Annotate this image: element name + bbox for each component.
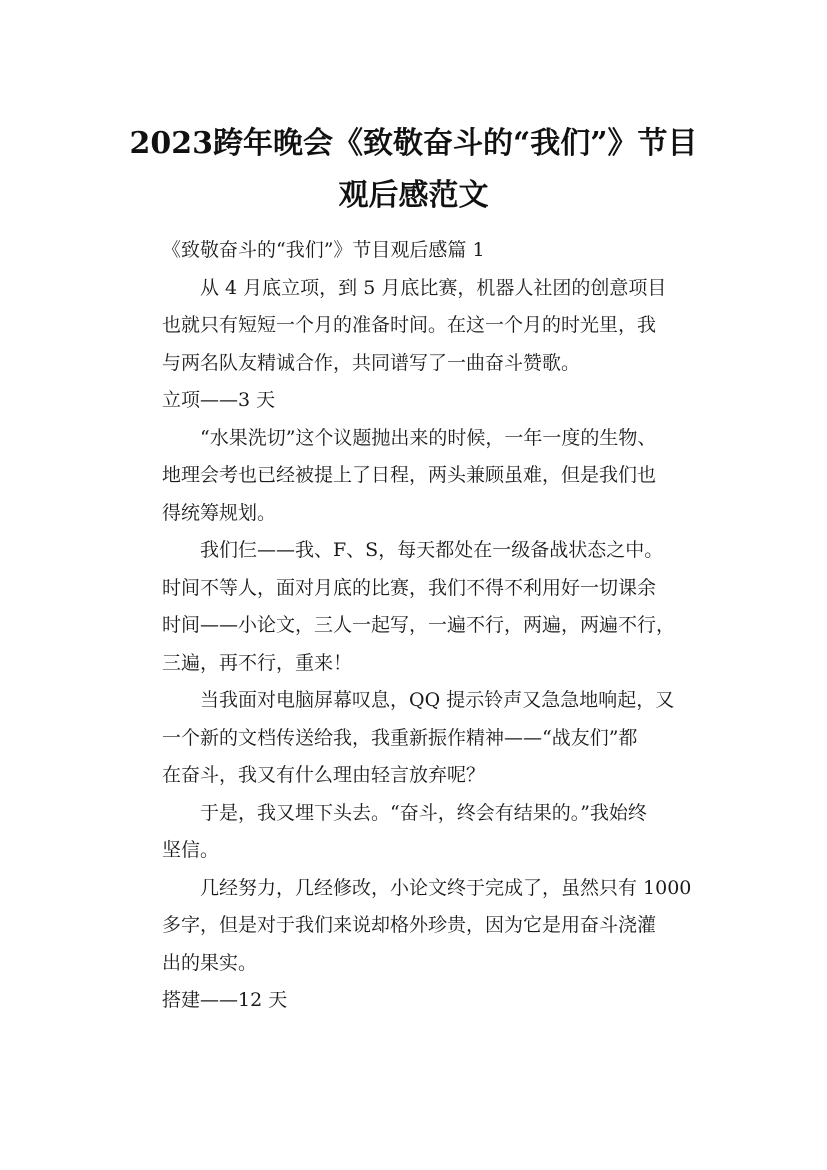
- text-line: 时间不等人，面对月底的比赛，我们不得不利用好一切课余: [162, 576, 657, 599]
- text-line: 立项——3 天: [162, 389, 276, 411]
- text-line: 在奋斗，我又有什么理由轻言放弃呢？: [162, 764, 486, 786]
- text-line: 于是，我又埋下头去。“奋斗，终会有结果的。”我始终: [200, 801, 647, 824]
- text-line: 当我面对电脑屏幕叹息，QQ 提示铃声又急急地响起，又: [200, 689, 675, 711]
- document-title: [100, 118, 727, 222]
- text-line: 出的果实。: [162, 951, 258, 974]
- document-body: [124, 232, 707, 1020]
- text-line: 时间——小论文，三人一起写，一遍不行，两遍，两遍不行，: [162, 614, 676, 636]
- paragraph: [124, 682, 707, 795]
- text-line: 与两名队友精诚合作，共同谱写了一曲奋斗赞歌。: [162, 351, 581, 374]
- section-heading: [124, 382, 707, 420]
- paragraph: [124, 532, 707, 682]
- text-line: 从 4 月底立项，到 5 月底比赛，机器人社团的创意项目: [200, 276, 667, 299]
- paragraph: [124, 795, 707, 870]
- text-line: 《致敬奋斗的“我们”》节目观后感篇 1: [162, 239, 485, 261]
- title-line: 2023跨年晚会《致敬奋斗的“我们”》节目: [129, 126, 698, 162]
- section-heading: [124, 982, 707, 1020]
- paragraph: [124, 420, 707, 533]
- paragraph: [124, 270, 707, 383]
- text-line: 得统筹规划。: [162, 501, 277, 524]
- section-subtitle: [124, 232, 707, 270]
- text-line: 几经努力，几经修改，小论文终于完成了，虽然只有 1000: [200, 876, 692, 899]
- text-line: 一个新的文档传送给我，我重新振作精神——“战友们”都: [162, 726, 638, 749]
- text-line: 搭建——12 天: [162, 989, 288, 1011]
- paragraph: [124, 870, 707, 983]
- text-line: 三遍，再不行，重来！: [162, 651, 353, 674]
- text-line: 也就只有短短一个月的准备时间。在这一个月的时光里，我: [162, 314, 657, 336]
- text-line: 我们仨——我、F、S，每天都处在一级备战状态之中。: [200, 539, 664, 561]
- text-line: 坚信。: [162, 839, 220, 861]
- text-line: 多字，但是对于我们来说却格外珍贵，因为它是用奋斗浇灌: [162, 914, 657, 936]
- text-line: 地理会考也已经被提上了日程，两头兼顾虽难，但是我们也: [162, 464, 657, 486]
- text-line: “水果洗切”这个议题抛出来的时候，一年一度的生物、: [200, 426, 657, 449]
- title-line: 观后感范文: [338, 178, 489, 214]
